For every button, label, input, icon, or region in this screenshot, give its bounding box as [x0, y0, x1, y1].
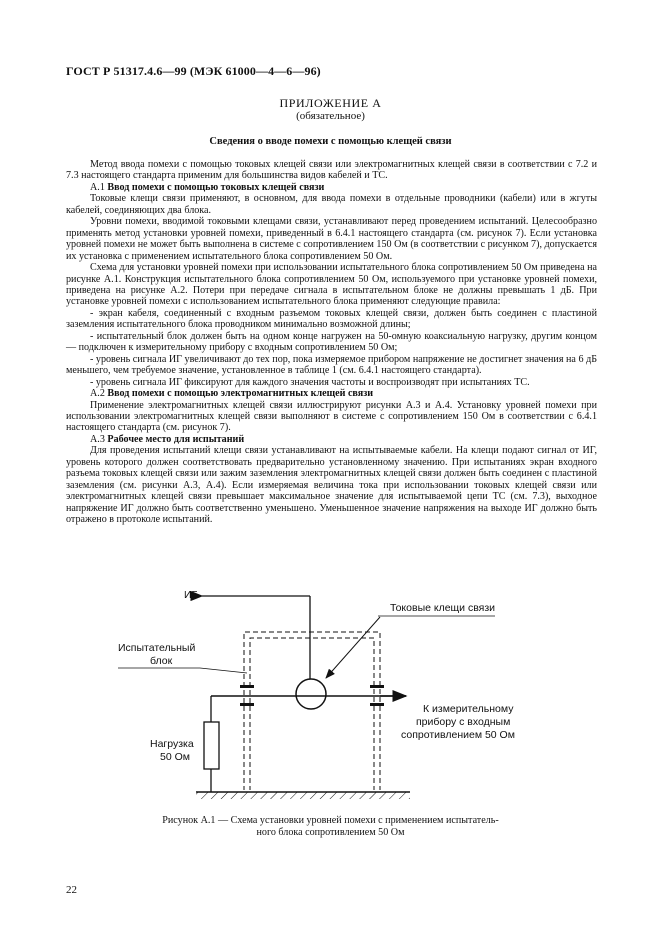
body-text: [66, 159, 597, 526]
left-connector-plate-lower: [240, 703, 254, 706]
ground-plane-hatch: [196, 792, 410, 799]
paragraph: Для проведения испытаний клещи связи устанавливают на испытываемые кабели. На клещи подают сигнал от ИГ, уровень которого должен соответствовать предварительно установленному значению. При испытаниях экран входного разъема токовых клещей связи или зажим заземления электромагнитных клещей связи должен быть соединен с пластиной заземления (см. рисунки А.3, А.4). Если измеряемая величина тока при использовании токовых клещей связи или электромагнитных клещей связи превышает максимальное значение для испытываемой цепи ТС (см. 7.3), выходное напряжение ИГ должно быть соответственно уменьшено. Уменьшенное значение напряжения на выходе ИГ должно быть отражено в протоколе испытаний.: [66, 445, 597, 526]
meter-label-line3: сопротивлением 50 Ом: [401, 729, 515, 741]
subsection-heading-a3: [66, 434, 597, 445]
paragraph: Схема для установки уровней помехи при использовании испытательного блока сопротивлением 50 Ом приведена на рисунке А.1. Конструкция испытательного блока сопротивлением 50 Ом, используемого при установке уровней помехи, приведена на рисунке А.2. Потери при передаче сигнала в испытательном блоке не должны превышать 1 дБ. При установке уровней помехи с использованием испытательного блока применяют следующие правила:: [66, 262, 597, 308]
appendix-title: ПРИЛОЖЕНИЕ А: [279, 96, 382, 110]
test-block-outline-inner: [250, 638, 374, 703]
subsection-heading-a2: [66, 388, 597, 399]
clamp-label: Токовые клещи связи: [390, 602, 496, 614]
subsection-heading-a1: [66, 182, 597, 193]
clamp-pointer: [326, 617, 380, 678]
meter-label-line1: К измерительному: [423, 703, 514, 715]
list-item: - уровень сигнала ИГ увеличивают до тех пор, пока измеряемое прибором напряжение не достигнет значения на 6 дБ меньшего, чем требуемое значение, установленное в таблице 1 (см. 6.4.1 настоящего стандарта).: [66, 353, 597, 377]
paragraph: Метод ввода помехи с помощью токовых клещей связи или электромагнитных клещей связи в соответствии с 7.2 и 7.3 настоящего стандарта применим для большинства видов кабелей и ТС.: [66, 159, 597, 182]
caption-line2: ного блока сопротивлением 50 Ом: [256, 827, 405, 838]
section-title: Сведения о вводе помехи с помощью клещей связи: [209, 136, 452, 147]
page-number: 22: [66, 884, 77, 896]
test-block-outline-outer: [244, 632, 380, 703]
list-item: - испытательный блок должен быть на одном конце нагружен на 50-омную коаксиальную нагрузку, другим концом — подключен к измерительному прибору с входным сопротивлением 50 Ом;: [66, 330, 597, 354]
generator-label: ИГ: [184, 589, 198, 601]
current-clamp-symbol: [296, 679, 326, 709]
right-connector-plate: [370, 685, 384, 688]
caption-line1: Рисунок А.1 — Схема установки уровней помехи с применением испытатель-: [162, 815, 499, 826]
test-block-lower-right: [374, 706, 380, 790]
subsection-number: А.2: [90, 388, 105, 400]
test-block-label-line1: Испытательный: [118, 642, 196, 654]
meter-label-line2: прибору с входным: [416, 716, 511, 728]
load-label-line2: 50 Ом: [160, 751, 190, 763]
list-item: - экран кабеля, соединенный с входным разъемом токовых клещей связи, должен быть соединен с пластиной заземления испытательного блока проводником минимально возможной длины;: [66, 307, 597, 331]
left-connector-plate: [240, 685, 254, 688]
load-label-line1: Нагрузка: [150, 738, 194, 750]
subsection-title: Ввод помехи с помощью электромагнитных клещей связи: [107, 388, 374, 400]
test-block-lower-left: [244, 706, 250, 790]
paragraph: Уровни помехи, вводимой токовыми клещами связи, устанавливают перед проведением испытаний. Целесообразно применять метод установки уровней помехи, приведенный в 6.4.1 настоящего стандарта (см. рисунок 7). Если установка уровней помехи не может быть выполнена в системе с сопротивлением 150 Ом (в соответствии с рисунком 7), допускается их установка с применением испытательного блока сопротивлением 50 Ом.: [66, 216, 597, 262]
subsection-title: Рабочее место для испытаний: [107, 433, 245, 445]
test-block-label-line2: блок: [150, 655, 173, 667]
load-resistor: [204, 722, 219, 769]
standard-header: ГОСТ Р 51317.4.6—99 (МЭК 61000—4—6—96): [66, 64, 321, 78]
subsection-number: А.3: [90, 433, 105, 445]
subsection-number: А.1: [90, 181, 105, 193]
appendix-kind: (обязательное): [296, 110, 365, 122]
figure-caption: [0, 815, 661, 839]
paragraph: Токовые клещи связи применяют, в основном, для ввода помехи в отдельные проводники (кабели) или в жгуты кабелей, соединяющих два блока.: [66, 193, 597, 216]
list-item: - уровень сигнала ИГ фиксируют для каждого значения частоты и воспроизводят при испытаниях ТС.: [90, 376, 530, 388]
subsection-title: Ввод помехи с помощью токовых клещей связи: [107, 181, 325, 193]
right-connector-plate-lower: [370, 703, 384, 706]
test-block-pointer: [200, 668, 247, 673]
paragraph: Применение электромагнитных клещей связи иллюстрируют рисунки А.3 и А.4. Установку уровней помехи при использовании электромагнитных клещей связи выполняют в системе с сопротивлением 150 Ом в соответствии с 6.4.1 настоящего стандарта (см. рисунок 7).: [66, 399, 597, 434]
